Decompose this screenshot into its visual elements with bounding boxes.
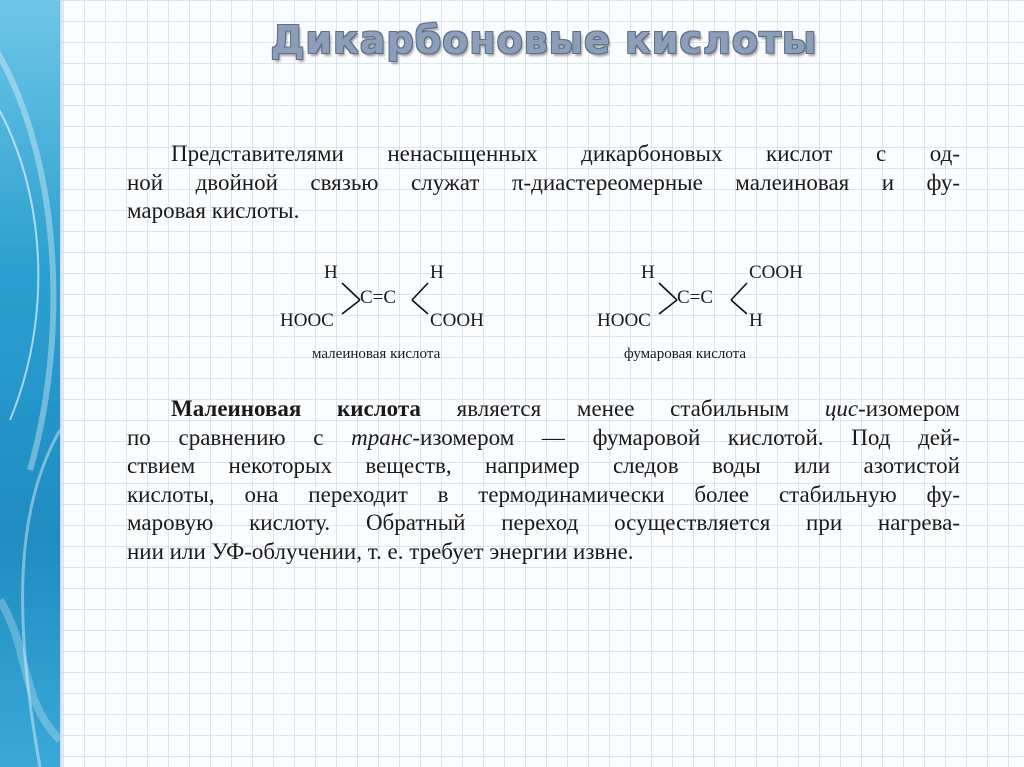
main-line-2-text-b: -изомером — фумаровой кислотой. Под дей- <box>412 424 960 450</box>
sidebar-swoosh-graphic <box>0 0 60 767</box>
intro-line-3: маровая кислоты. <box>127 198 300 223</box>
cis-term: цис <box>824 396 859 421</box>
fumaric-hooc: HOOC <box>597 310 651 331</box>
fumaric-center: C=C <box>677 287 714 308</box>
fumaric-h-bottom: H <box>749 310 763 331</box>
sidebar-edge <box>60 0 64 767</box>
main-line-1-text-b: -изомером <box>858 396 960 421</box>
main-line-5: маровую кислоту. Обратный переход осуществляется при нагрева- <box>127 510 960 535</box>
maleic-caption: малеиновая кислота <box>312 346 441 362</box>
trans-term: транс <box>351 424 413 450</box>
maleic-h-left: H <box>324 262 338 283</box>
maleic-hooc: HOOC <box>280 310 334 331</box>
main-paragraph <box>127 395 960 566</box>
main-line-2 <box>127 424 960 453</box>
fumaric-cooh-top: COOH <box>749 262 803 283</box>
fumaric-h-left: H <box>641 262 655 283</box>
main-line-4: кислоты, она переходит в термодинамически более стабильную фу- <box>127 481 960 507</box>
fumaric-acid-formula <box>597 262 827 342</box>
fumaric-caption: фумаровая кислота <box>624 346 747 362</box>
main-line-6: нии или УФ-облучении, т. е. требует энергии извне. <box>127 538 634 564</box>
maleic-h-right: H <box>430 262 444 283</box>
intro-paragraph <box>127 140 960 226</box>
main-line-1-text-a: является менее стабильным <box>420 396 825 421</box>
sidebar-decoration <box>0 0 60 767</box>
intro-line-1: Представителями ненасыщенных дикарбоновых кислот с од- <box>171 141 960 166</box>
maleic-acid-formula <box>280 262 510 342</box>
main-line-3: ствием некоторых веществ, например следов воды или азотистой <box>127 453 960 478</box>
maleic-term: Малеиновая кислота <box>171 396 421 421</box>
main-line-2-text-a: по сравнению с <box>127 424 352 450</box>
maleic-cooh: COOH <box>430 310 484 331</box>
maleic-center: C=C <box>360 287 397 308</box>
main-line-1 <box>127 395 960 424</box>
slide-title: Дикарбоновые кислоты <box>270 18 818 62</box>
intro-line-2: ной двойной связью служат π-диастереомерные малеиновая и фу- <box>127 169 960 195</box>
